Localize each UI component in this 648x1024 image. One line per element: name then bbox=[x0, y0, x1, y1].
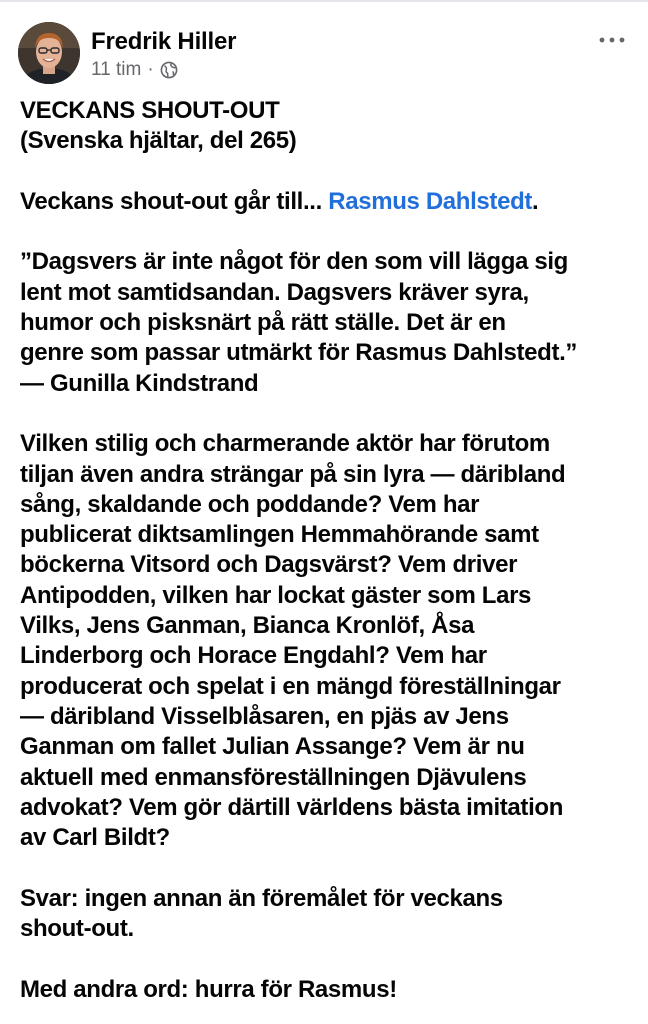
globe-icon[interactable] bbox=[160, 61, 178, 79]
quote-paragraph bbox=[20, 247, 635, 398]
post-intro bbox=[20, 187, 635, 217]
quote-line: ”Dagsvers är inte något för den som vill lägga sig bbox=[20, 248, 568, 276]
bio-line: publicerat diktsamlingen Hemmahörande samt bbox=[20, 521, 539, 549]
bio-line: — däribland Visselblåsaren, en pjäs av Jens bbox=[20, 702, 509, 730]
bio-paragraph bbox=[20, 429, 635, 853]
bio-line: advokat? Vem gör därtill världens bästa imitation bbox=[20, 793, 564, 821]
bio-line: av Carl Bildt? bbox=[20, 824, 170, 852]
post-timestamp[interactable]: 11 tim bbox=[91, 59, 142, 80]
post-meta bbox=[91, 59, 178, 81]
bio-line: böckerna Vitsord och Dagsvärst? Vem driver bbox=[20, 551, 518, 579]
quote-line: genre som passar utmärkt för Rasmus Dahlstedt.” bbox=[20, 339, 578, 367]
bio-line: Vilks, Jens Ganman, Bianca Kronlöf, Åsa bbox=[20, 612, 475, 640]
closing-line: Med andra ord: hurra för Rasmus! bbox=[20, 975, 397, 1003]
answer-paragraph bbox=[20, 884, 635, 945]
heading-title: VECKANS SHOUT-OUT bbox=[20, 97, 280, 124]
quote-attribution: — Gunilla Kindstrand bbox=[20, 369, 259, 397]
bio-line: aktuell med enmansföreställningen Djävulens bbox=[20, 763, 527, 791]
author-avatar[interactable] bbox=[18, 22, 80, 84]
intro-end: . bbox=[532, 187, 539, 215]
heading-subtitle: (Svenska hjältar, del 265) bbox=[20, 127, 297, 155]
post-heading bbox=[20, 96, 635, 157]
answer-line: shout-out. bbox=[20, 915, 134, 943]
bio-line: producerat och spelat i en mängd föreställningar bbox=[20, 672, 561, 700]
top-divider bbox=[0, 0, 648, 2]
avatar-portrait bbox=[18, 22, 80, 84]
author-name[interactable]: Fredrik Hiller bbox=[91, 28, 237, 55]
bio-line: Antipodden, vilken har lockat gäster som Lars bbox=[20, 581, 532, 609]
intro-line bbox=[20, 187, 635, 217]
post-body bbox=[20, 96, 635, 1005]
bio-line: sång, skaldande och poddande? Vem har bbox=[20, 490, 480, 518]
mention-link[interactable]: Rasmus Dahlstedt bbox=[328, 187, 533, 215]
meta-separator: · bbox=[147, 59, 154, 80]
intro-text: Veckans shout-out går till... bbox=[20, 187, 329, 215]
quote-line: lent mot samtidsandan. Dagsvers kräver syra, bbox=[20, 278, 529, 306]
bio-line: Ganman om fallet Julian Assange? Vem är nu bbox=[20, 733, 525, 761]
more-options-button[interactable] bbox=[594, 28, 630, 52]
answer-line: Svar: ingen annan än föremålet för veckans bbox=[20, 884, 503, 912]
quote-line: humor och pisksnärt på rätt ställe. Det är en bbox=[20, 309, 506, 337]
bio-line: Vilken stilig och charmerande aktör har förutom bbox=[20, 430, 550, 458]
bio-line: tiljan även andra strängar på sin lyra — däribland bbox=[20, 460, 566, 488]
closing-paragraph bbox=[20, 975, 635, 1005]
bio-line: Linderborg och Horace Engdahl? Vem har bbox=[20, 642, 487, 670]
post-header bbox=[18, 22, 630, 86]
more-options-icon bbox=[599, 37, 625, 43]
